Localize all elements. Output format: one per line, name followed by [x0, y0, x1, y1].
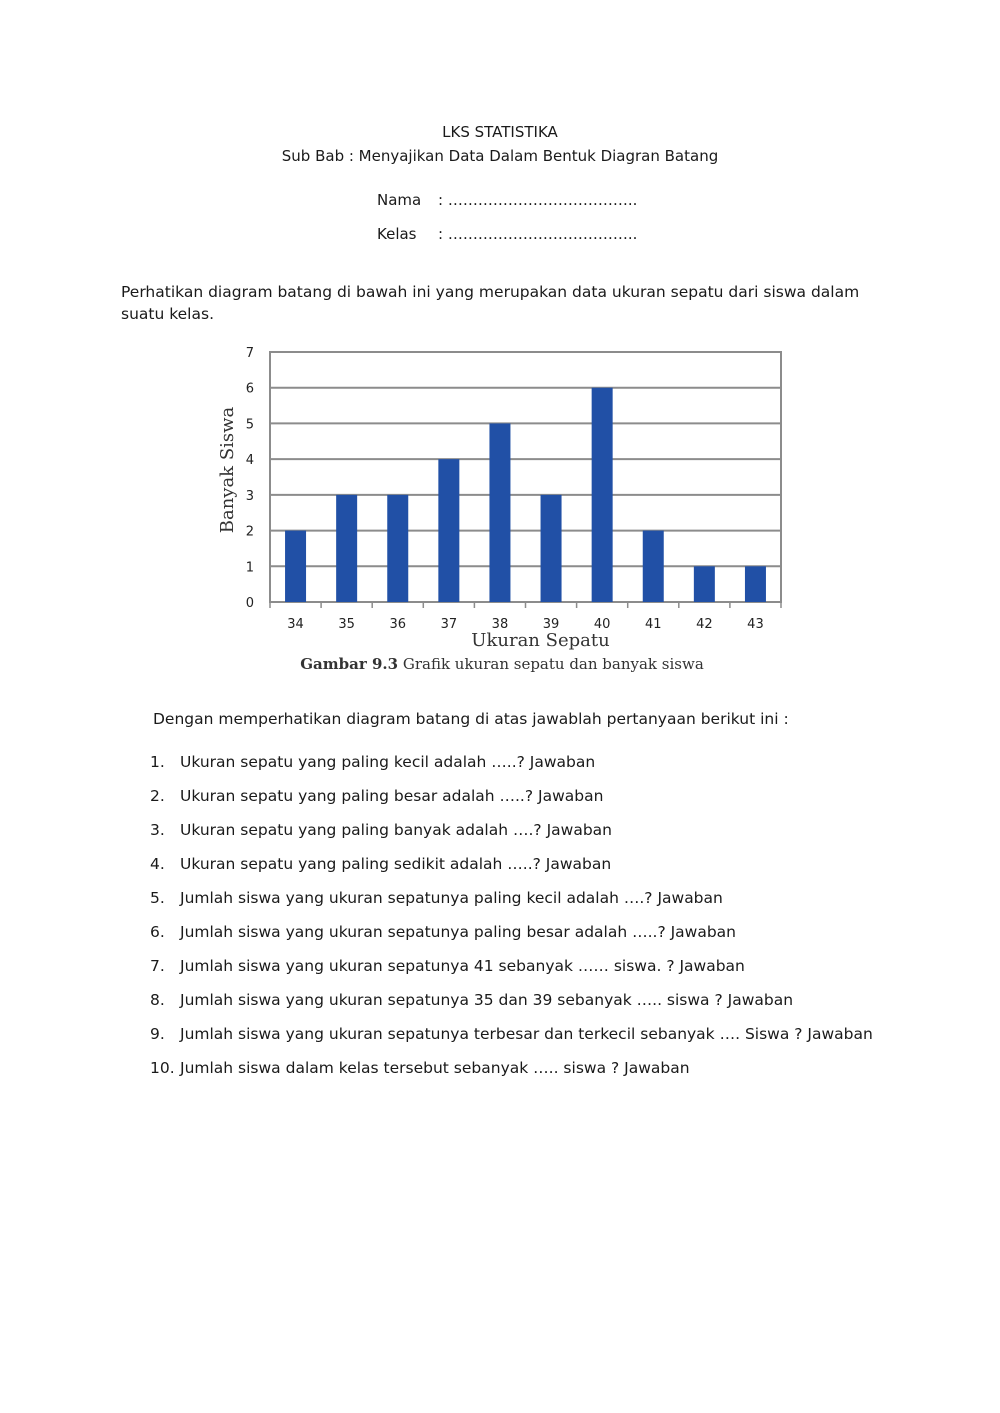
y-tick-label: 6	[245, 381, 254, 397]
question-number: 1.	[150, 753, 165, 771]
x-tick-label: 36	[389, 617, 407, 632]
x-tick-label: 41	[644, 617, 662, 632]
question-number: 3.	[150, 821, 165, 839]
bar	[336, 495, 357, 602]
question-item	[150, 1024, 873, 1058]
question-item	[150, 820, 873, 854]
question-text: Jumlah siswa yang ukuran sepatunya terbesar dan terkecil sebanyak …. Siswa ? Jawaban	[180, 1025, 873, 1043]
y-tick-label: 2	[245, 524, 254, 540]
bar	[387, 495, 408, 602]
caption-label: Gambar 9.3	[300, 655, 399, 673]
x-tick-label: 37	[440, 617, 458, 632]
bar-chart	[0, 0, 1000, 700]
question-item	[150, 1058, 873, 1092]
bar	[541, 495, 562, 602]
question-item	[150, 752, 873, 786]
question-text: Jumlah siswa yang ukuran sepatunya paling besar adalah …..? Jawaban	[180, 923, 737, 941]
y-tick-label: 7	[245, 346, 254, 361]
x-tick-label: 38	[491, 617, 509, 632]
bar	[745, 566, 766, 602]
y-tick-label: 0	[245, 596, 254, 611]
question-number: 9.	[150, 1025, 165, 1043]
y-axis-title: Banyak Siswa	[217, 406, 238, 534]
name-blank: : ………………………………..	[438, 191, 638, 209]
bar	[285, 531, 306, 602]
question-text: Jumlah siswa yang ukuran sepatunya paling kecil adalah ….? Jawaban	[180, 889, 723, 907]
question-number: 6.	[150, 923, 165, 941]
question-number: 7.	[150, 957, 165, 975]
question-text: Jumlah siswa yang ukuran sepatunya 35 dan 39 sebanyak ….. siswa ? Jawaban	[180, 991, 794, 1009]
x-tick-label: 43	[747, 617, 764, 632]
page-title: LKS STATISTIKA	[442, 123, 558, 141]
y-tick-label: 1	[245, 560, 254, 576]
question-text: Ukuran sepatu yang paling banyak adalah ….? Jawaban	[180, 821, 612, 839]
x-tick-label: 35	[338, 617, 355, 632]
question-item	[150, 922, 873, 956]
x-tick-label: 40	[593, 617, 611, 632]
x-tick-label: 39	[542, 617, 560, 632]
x-tick-label: 42	[696, 617, 713, 632]
class-label: Kelas	[377, 225, 417, 243]
question-text: Ukuran sepatu yang paling besar adalah …..? Jawaban	[180, 787, 604, 805]
instruction-text: Dengan memperhatikan diagram batang di atas jawablah pertanyaan berikut ini :	[153, 710, 789, 728]
y-tick-label: 4	[245, 453, 254, 469]
intro-paragraph: Perhatikan diagram batang di bawah ini yang merupakan data ukuran sepatu dari siswa dalam suatu kelas.	[121, 283, 860, 323]
question-text: Ukuran sepatu yang paling sedikit adalah …..? Jawaban	[180, 855, 612, 873]
question-item	[150, 786, 873, 820]
question-item	[150, 854, 873, 888]
x-axis-title: Ukuran Sepatu	[471, 630, 610, 651]
question-text: Jumlah siswa yang ukuran sepatunya 41 sebanyak …… siswa. ? Jawaban	[180, 957, 745, 975]
class-blank: : ………………………………..	[438, 225, 638, 243]
figure-caption	[300, 655, 704, 673]
name-label: Nama	[377, 191, 422, 209]
question-number: 8.	[150, 991, 165, 1009]
caption-text: Grafik ukuran sepatu dan banyak siswa	[398, 655, 704, 673]
question-number: 10.	[150, 1059, 175, 1077]
bar	[592, 388, 613, 602]
y-tick-label: 5	[245, 417, 254, 433]
question-number: 2.	[150, 787, 165, 805]
question-item	[150, 956, 873, 990]
question-item	[150, 888, 873, 922]
question-number: 4.	[150, 855, 165, 873]
page-subtitle: Sub Bab : Menyajikan Data Dalam Bentuk Diagran Batang	[281, 147, 719, 165]
x-tick-label: 34	[287, 617, 304, 632]
bar	[438, 459, 459, 602]
question-list	[150, 752, 873, 1092]
bar	[489, 423, 510, 602]
y-tick-label: 3	[245, 488, 254, 504]
question-number: 5.	[150, 889, 165, 907]
question-text: Jumlah siswa dalam kelas tersebut sebanyak ….. siswa ? Jawaban	[180, 1059, 690, 1077]
bar	[694, 566, 715, 602]
question-text: Ukuran sepatu yang paling kecil adalah …..? Jawaban	[180, 753, 596, 771]
question-item	[150, 990, 873, 1024]
bar	[643, 531, 664, 602]
